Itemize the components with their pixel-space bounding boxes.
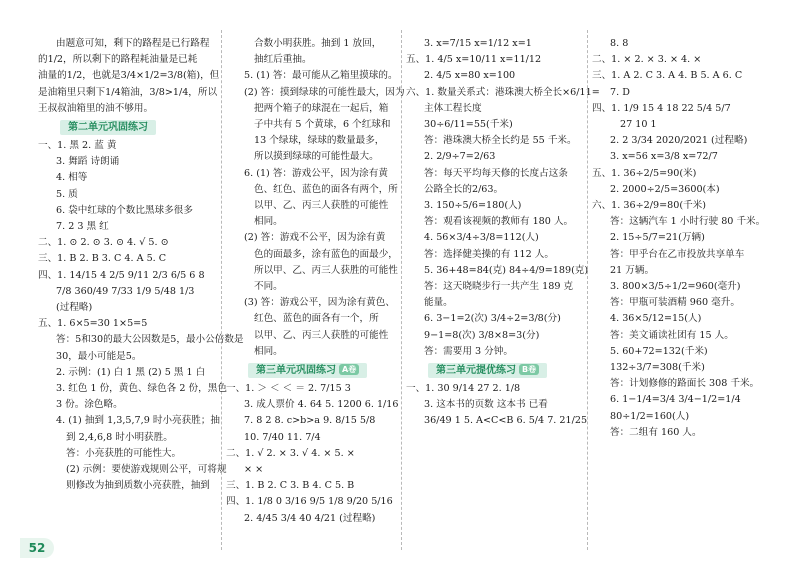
text-line: 2. 15÷5/7=21(万辆) — [610, 232, 705, 244]
text-line: 色的面最多，涂有蓝色的面最少， — [254, 248, 398, 260]
text-line: (2) 答：摸到绿球的可能性最大，因为 — [244, 86, 405, 98]
text-line: 相同。 — [254, 216, 283, 228]
answer-line: 5. 质 — [56, 188, 78, 200]
text-line: (2) 答：游戏不公平，因为涂有黄 — [244, 232, 386, 244]
text-line: 3. x=7/15 x=1/12 x=1 — [424, 38, 532, 49]
answer-line: (过程略) — [56, 302, 93, 314]
text-line: 80÷1/2=160(人) — [610, 410, 690, 422]
text-line: 合数小明获胜。抽到 1 放回， — [254, 38, 382, 49]
column-2 — [226, 36, 405, 527]
answer-line: 三、1. B 2. C 3. B 4. C 5. B — [226, 480, 355, 492]
answer-line: 7. 8 2 8. c>b>a 9. 8/15 5/8 — [244, 415, 376, 427]
section-heading — [248, 363, 367, 378]
text-line: 4. 56×3/4÷3/8=112(人) — [424, 232, 539, 244]
text-line: 7. D — [610, 86, 630, 98]
text-line: 由题意可知，剩下的路程是已行路程 — [56, 38, 210, 49]
text-line: 五、1. 36÷2/5=90(米) — [592, 167, 697, 179]
answer-line: 答：5和30的最大公因数是5，最小公倍数是 — [56, 334, 244, 346]
text-line: 色、红色、蓝色的面各有两个，所 — [254, 183, 398, 195]
text-line: 答：选择健美操的有 112 人。 — [424, 248, 554, 260]
text-line: 所以摸到绿球的可能性最大。 — [254, 151, 379, 163]
answer-line: 30，最小可能是5。 — [56, 350, 142, 362]
answer-line: 2. 4/45 3/4 40 4/21 (过程略) — [244, 512, 376, 524]
column-1 — [38, 36, 244, 494]
column-3 — [406, 36, 600, 430]
answer-line: 3. 这本书的页数 这本书 已看 — [424, 399, 548, 411]
text-line: 抽红后重抽。 — [254, 54, 312, 66]
text-line: 答：需要用 3 分钟。 — [424, 345, 513, 357]
text-line: 子中共有 5 个黄球，6 个红球和 — [254, 119, 391, 131]
answer-line: 3. 舞蹈 诗朗诵 — [56, 156, 120, 168]
text-line: 2. 2000÷2/5=3600(本) — [610, 183, 720, 195]
text-line: 公路全长的2/63。 — [424, 183, 504, 195]
answer-line: 则修改为抽到质数小亮获胜，抽到 — [66, 480, 210, 492]
text-line: 不同。 — [254, 281, 283, 293]
text-line: 2. 2/9÷7=2/63 — [424, 151, 496, 163]
text-line: 主体工程长度 — [424, 102, 482, 114]
text-line: 是油箱里只剩下1/4箱油，3/8>1/4，所以 — [38, 86, 218, 98]
page-number: 52 — [20, 538, 54, 558]
text-line: 六、1. 36÷2/9=80(千米) — [592, 200, 706, 212]
text-line: 以甲、乙、丙三人获胜的可能性 — [254, 200, 389, 212]
answer-line: 3. 红色 1 份，黄色、绿色各 2 份，黑色 — [56, 383, 227, 395]
text-line: 三、1. A 2. C 3. A 4. B 5. A 6. C — [592, 70, 743, 82]
text-line: 3. 150÷5/6=180(人) — [424, 200, 522, 212]
text-line: 6. (1) 答：游戏公平，因为涂有黄 — [244, 167, 388, 179]
text-line: 5. 60+72=132(千米) — [610, 345, 708, 357]
answer-line: 2. 示例：(1) 白 1 黑 (2) 5 黑 1 白 — [56, 366, 206, 378]
answer-line: 4. 相等 — [56, 172, 88, 184]
text-line: 答：甲瓶可装酒精 960 毫升。 — [610, 297, 740, 309]
text-line: 3. x=56 x=3/8 x=72/7 — [610, 151, 718, 163]
text-line: 把两个箱子的球混在一起后，箱 — [254, 102, 389, 114]
answer-line: 答：小亮获胜的可能性大。 — [66, 447, 182, 459]
text-line: 2. 2 3/34 2020/2021 (过程略) — [610, 135, 748, 147]
answer-line: 3 份。涂色略。 — [56, 399, 123, 411]
text-line: 六、1. 数量关系式：港珠澳大桥全长×6/11= — [406, 86, 600, 98]
text-line: 答：甲乎台在乙市投放共享单车 — [610, 248, 745, 260]
text-line: 27 10 1 — [620, 119, 657, 131]
column-divider — [401, 30, 402, 550]
text-line: 21 万辆。 — [610, 264, 655, 276]
text-line: 6. 3−1=2(次) 3/4÷2=3/8(分) — [424, 313, 561, 325]
text-line: 9−1=8(次) 3/8×8=3(分) — [424, 329, 540, 341]
answer-line: 一、1. 30 9/14 27 2. 1/8 — [406, 383, 521, 395]
answer-line: (2) 示例：要使游戏规则公平，可将规 — [66, 464, 227, 476]
text-line: 答：二组有 160 人。 — [610, 426, 702, 438]
text-line: 王叔叔油箱里的油不够用。 — [38, 102, 154, 114]
text-line: 四、1. 1/9 15 4 18 22 5/4 5/7 — [592, 102, 731, 114]
text-line: 相同。 — [254, 345, 283, 357]
section-badge: B卷 — [519, 364, 539, 375]
text-line: 二、1. × 2. × 3. × 4. × — [592, 54, 702, 66]
text-line: 2. 4/5 x=80 x=100 — [424, 70, 516, 82]
text-line: 油量的1/2，也就是3/4×1/2=3/8(箱)，但 — [38, 70, 220, 82]
section-title: 第三单元提优练习 — [436, 365, 516, 377]
answer-line: × × — [244, 464, 264, 476]
column-divider — [587, 30, 588, 550]
text-line: 132÷3/7=308(千米) — [610, 362, 705, 374]
text-line: 答：观看该视频的教师有 180 人。 — [424, 216, 574, 228]
answer-line: 四、1. 14/15 4 2/5 9/11 2/3 6/5 6 8 — [38, 269, 205, 281]
answer-line: 一、1. ＞ ＜ ＜ ＝ 2. 7/15 3 — [226, 383, 351, 395]
text-line: 红色、蓝色的面各有一个，所 — [254, 313, 379, 325]
answer-line: 4. (1) 抽到 1,3,5,7,9 时小亮获胜；抽 — [56, 415, 221, 427]
text-line: 五、1. 4/5 x=10/11 x=11/12 — [406, 54, 542, 66]
answer-line: 三、1. B 2. B 3. C 4. A 5. C — [38, 253, 167, 265]
text-line: 答：港珠澳大桥全长约是 55 千米。 — [424, 135, 577, 147]
section-badge: A卷 — [339, 364, 359, 375]
answer-line: 二、1. √ 2. × 3. √ 4. × 5. × — [226, 447, 355, 459]
answer-line: 四、1. 1/8 0 3/16 9/5 1/8 9/20 5/16 — [226, 496, 393, 508]
text-line: 答：每天平均每天修的长度占这条 — [424, 167, 568, 179]
text-line: 30÷6/11=55(千米) — [424, 119, 513, 131]
text-line: 5. (1) 答：最可能从乙箱里摸球的。 — [244, 70, 398, 82]
section-heading — [428, 363, 547, 378]
answer-line: 7. 2 3 黑 红 — [56, 221, 109, 233]
text-line: 的1/2，所以剩下的路程耗油量是已耗 — [38, 54, 198, 66]
text-line: 答：这天晓晓步行一共产生 189 克 — [424, 281, 574, 293]
answer-line: 7/8 360/49 7/33 1/9 5/48 1/3 — [56, 285, 195, 297]
text-line: 答：计划修修的路面长 308 千米。 — [610, 378, 760, 390]
answer-line: 二、1. ⊙ 2. ⊙ 3. ⊙ 4. √ 5. ⊙ — [38, 237, 169, 249]
answer-line: 36/49 1 5. A<C<B 6. 5/4 7. 21/25 — [424, 415, 588, 427]
text-line: 4. 36×5/12=15(人) — [610, 313, 702, 325]
answer-line: 到 2,4,6,8 时小明获胜。 — [66, 431, 173, 443]
answer-line: 五、1. 6×5=30 1×5=5 — [38, 318, 148, 330]
answer-line: 一、1. 黑 2. 蓝 黄 — [38, 140, 117, 152]
answer-line: 6. 袋中红球的个数比黑球多很多 — [56, 204, 193, 216]
text-line: 3. 800×3/5÷1/2=960(毫升) — [610, 281, 741, 293]
answer-line: 10. 7/40 11. 7/4 — [244, 431, 321, 443]
text-line: 答：美文诵读社团有 15 人。 — [610, 329, 734, 341]
text-line: 能量。 — [424, 297, 453, 309]
text-line: 8. 8 — [610, 38, 629, 49]
text-line: (3) 答：游戏公平，因为涂有黄色、 — [244, 297, 395, 309]
text-line: 以甲、乙、丙三人获胜的可能性 — [254, 329, 389, 341]
text-line: 所以甲、乙、丙三人获胜的可能性 — [254, 264, 398, 276]
text-line: 答：这辆汽车 1 小时行驶 80 千米。 — [610, 216, 766, 228]
text-line: 13 个绿球，绿球的数量最多， — [254, 135, 385, 147]
text-line: 5. 36+48=84(克) 84÷4/9=189(克) — [424, 264, 589, 276]
section-title: 第三单元巩固练习 — [256, 365, 336, 377]
answer-line: 3. 成人票价 4. 64 5. 1200 6. 1/16 — [244, 399, 399, 411]
section-heading: 第二单元巩固练习 — [60, 120, 156, 135]
text-line: 6. 1−1/4=3/4 3/4−1/2=1/4 — [610, 394, 741, 406]
column-4 — [592, 36, 774, 441]
